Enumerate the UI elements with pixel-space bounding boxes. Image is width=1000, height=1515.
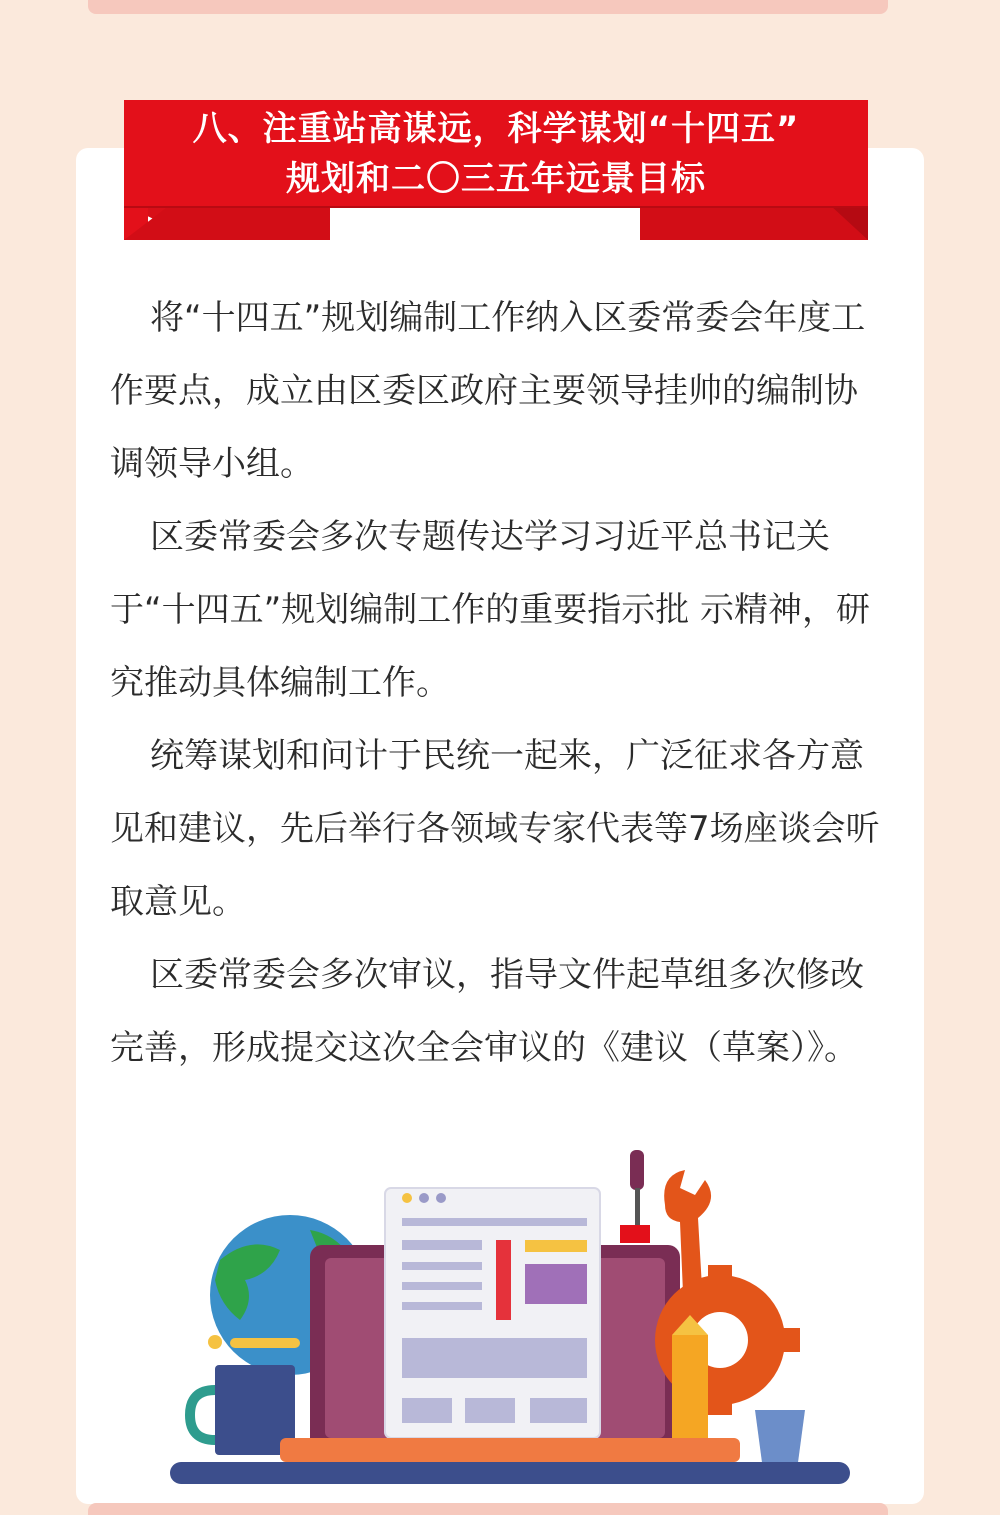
pencil-icon (672, 1315, 708, 1455)
bottom-decorative-strip (88, 1503, 888, 1515)
screwdriver-icon (620, 1150, 650, 1243)
paragraph-1: 将“十四五”规划编制工作纳入区委常委会年度工作要点，成立由区委区政府主要领导挂帅的编制协调领导小组。 (110, 298, 866, 484)
section-title (124, 100, 868, 206)
section-ribbon (0, 0, 1000, 250)
paragraph-3: 统筹谋划和问计于民统一起来，广泛征求各方意见和建议，先后举行各领域专家代表等7场座谈会听取意见。 (110, 736, 880, 922)
document-icon (385, 1188, 600, 1438)
article-body (110, 282, 890, 1085)
workspace-illustration (160, 1140, 860, 1510)
paragraph-4: 区委常委会多次审议，指导文件起草组多次修改完善，形成提交这次全会审议的《建议（草案）》。 (110, 955, 864, 1068)
section-title-line-1: 八、注重站高谋远，科学谋划“十四五” (192, 109, 800, 149)
cup-icon (755, 1410, 805, 1470)
section-title-line-2: 规划和二〇三五年远景目标 (286, 159, 706, 199)
paragraph-2: 区委常委会多次专题传达学习习近平总书记关于“十四五”规划编制工作的重要指示批 示精神，研究推动具体编制工作。 (110, 517, 871, 703)
